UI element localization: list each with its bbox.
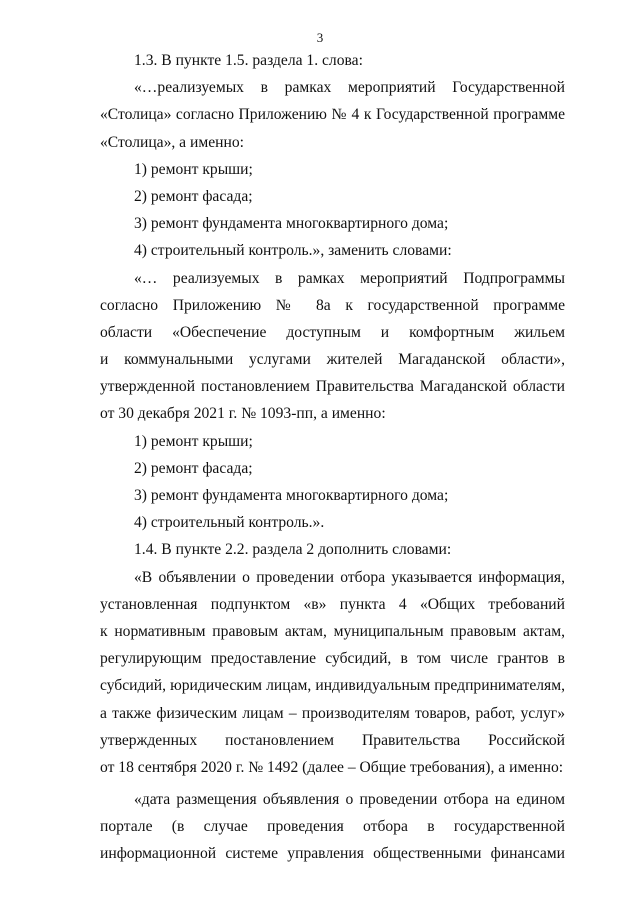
paragraph-line: «дата размещения объявления о проведении отбора на едином (134, 791, 565, 809)
list-item: 1) ремонт крыши; (134, 160, 253, 178)
paragraph-line: установленная подпунктом «в» пункта 4 «Общих требований (100, 595, 565, 613)
list-item: 3) ремонт фундамента многоквартирного дома; (134, 487, 449, 504)
page-number: 3 (316, 30, 324, 45)
paragraph-line: «Столица» согласно Приложению № 4 к Государственной программе (100, 106, 565, 124)
paragraph-line: области «Обеспечение доступным и комфортным жильем (100, 323, 565, 341)
paragraph-line: утвержденных постановлением Правительства Российской (100, 731, 565, 749)
list-item: 2) ремонт фасада; (134, 187, 253, 205)
paragraph-line: регулирующим предоставление субсидий, в том числе грантов в (100, 650, 565, 668)
paragraph-line: 1.3. В пункте 1.5. раздела 1. слова: (134, 52, 363, 69)
document-body (100, 47, 565, 868)
paragraph-line: «Столица», а именно: (100, 133, 244, 151)
paragraph-line: а также физическим лицам – производителям товаров, работ, услуг» (100, 704, 565, 722)
paragraph-line: 1.4. В пункте 2.2. раздела 2 дополнить словами: (134, 541, 452, 559)
paragraph-line: информационной системе управления общественными финансами (100, 845, 565, 863)
paragraph-line: от 30 декабря 2021 г. № 1093-пп, а именно: (100, 405, 386, 423)
paragraph-line: от 18 сентября 2020 г. № 1492 (далее – Общие требования), а именно: (100, 758, 564, 776)
list-item: 4) строительный контроль.». (134, 514, 325, 532)
paragraph-line: «В объявлении о проведении отбора указывается информация, (134, 568, 565, 586)
list-item: 2) ремонт фасада; (134, 459, 253, 477)
paragraph-line: субсидий, юридическим лицам, индивидуальным предпринимателям, (100, 677, 565, 695)
paragraph-line: «…реализуемых в рамках мероприятий Государственной (134, 79, 565, 97)
paragraph-line: «… реализуемых в рамках мероприятий Подпрограммы (134, 269, 565, 287)
list-item: 4) строительный контроль.», заменить словами: (134, 242, 452, 260)
list-item: 1) ремонт крыши; (134, 432, 253, 450)
paragraph-line: к нормативным правовым актам, муниципальным правовым актам, (100, 622, 565, 640)
paragraph-line: утвержденной постановлением Правительства Магаданской области (100, 378, 565, 396)
paragraph-line: и коммунальными услугами жителей Магаданской области», (100, 351, 565, 369)
paragraph-line: портале (в случае проведения отбора в государственной (100, 818, 565, 836)
list-item: 3) ремонт фундамента многоквартирного дома; (134, 215, 449, 233)
paragraph-line: согласно Приложению № 8а к государственной программе (100, 296, 565, 314)
